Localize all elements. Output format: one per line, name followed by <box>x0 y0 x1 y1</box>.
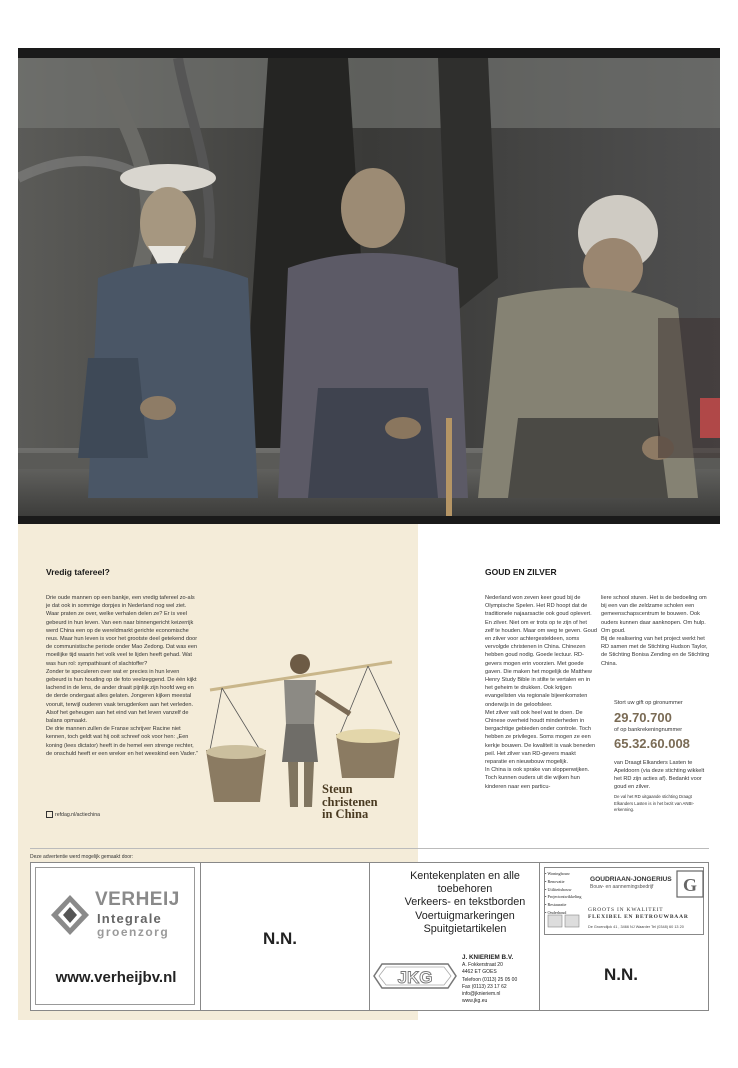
goudriaan-logo-icon <box>676 870 704 898</box>
action-link-label: refdag.nl/actiechina <box>55 811 100 818</box>
jkg-logo-text: JKG <box>397 968 433 987</box>
steun-christenen-title <box>322 783 378 821</box>
right-article-col1 <box>485 594 597 791</box>
top-black-bar <box>18 48 720 58</box>
knieriem-address-line: www.jkg.eu <box>462 998 488 1005</box>
bottom-black-bar <box>18 516 720 524</box>
goudriaan-service: • Restauratie <box>545 902 567 908</box>
knieriem-service: Spuitgietartikelen <box>423 922 507 935</box>
action-link[interactable] <box>46 811 100 818</box>
knieriem-address-line: Fax (0113) 23 17 62 <box>462 983 507 990</box>
verheij-name: VERHEIJ <box>95 889 180 910</box>
left-article-body <box>46 594 198 758</box>
goudriaan-tagline-2: FLEXIBEL EN BETROUWBAAR <box>588 914 689 920</box>
goudriaan-address: De Groendijck 41 , 3466 NJ Waarder Tel (0348) 60 13 20 <box>588 925 684 929</box>
bank-intro: of op bankrekeningnummer <box>614 727 683 733</box>
goudriaan-service: • Utiliteitsbouw <box>545 886 572 892</box>
verheij-integrale: Integrale <box>97 911 162 926</box>
goudriaan-service: • Renovatie <box>545 878 565 884</box>
knieriem-address-line: info@jknieriem.nl <box>462 991 501 998</box>
right-paragraph: liere school sturen. Het is de bedoeling om bij een van die zeldzame scholen een gemeenschapscentrum te bouwen. Ook ouders kunnen daar aanknopen. Om hulp. Om goud. <box>601 595 707 634</box>
sponsor-credits: Deze advertentie werd mogelijk gemaakt door: <box>30 854 134 860</box>
giro-number: 29.70.700 <box>614 710 672 725</box>
donor-text: van Draagt Elkanders Lasten te Apeldoorn (via deze stichting wikkelt het RD zijn acties af). Bedankt voor goud en zilver. <box>614 760 705 790</box>
right-paragraph: Bij de realisering van het project werkt het RD samen met de Stichting Hudson Taylor, de Stichting Bonisa Zending en de Stichting China. <box>601 636 710 667</box>
goudriaan-badge-icons <box>547 912 581 930</box>
right-article-col2 <box>601 594 711 668</box>
right-paragraph: Nederland won zeven keer goud bij de Olympische Spelen. Het RD hoopt dat de traditionele najaarsactie ook goud oplevert. En zilver. Niet om er trots op te zijn of het zelf te houden. Maar om weg te geven. Goud en zilver voor achtergesteldeen, soms vervolgde christenen in China. Chinezen hebben goud nodig. Goede lectuur. RD-gevers mogen erin voorzien. Met goede gaven. Die maken het mogelijk de Matthew Henry Study Bible in stilte te vertalen en in het geheim te drukken. Ook krijgen evangelisten via regionale bijeenkomsten onderwijs in de geloofsleer. <box>485 595 597 708</box>
goudriaan-tagline-1: GROOTS IN KWALITEIT <box>588 907 664 913</box>
svg-text:G: G <box>682 875 698 895</box>
goudriaan-service: • Projectontwikkeling <box>545 894 582 900</box>
verheij-leaf-icon <box>49 893 91 937</box>
steun-line: Steun <box>322 782 353 796</box>
verheij-groenzorg: groenzorg <box>97 925 170 939</box>
knieriem-address-line: A. Fokkerstraat 20 <box>462 962 503 969</box>
steun-line: in China <box>322 807 369 821</box>
right-article-heading: GOUD EN ZILVER <box>485 567 557 577</box>
knieriem-address <box>462 954 517 1005</box>
knieriem-address-line: 4462 ET GOES <box>462 969 497 976</box>
goudriaan-name: GOUDRIAAN-JONGERIUS <box>590 876 672 883</box>
knieriem-service: Verkeers- en tekstborden <box>404 896 526 909</box>
steun-line: christenen <box>322 794 378 809</box>
verheij-url: www.verheijbv.nl <box>55 969 177 986</box>
ad-nn-1 <box>201 863 370 1010</box>
right-paragraph: Met zilver valt ook heel wat te doen. De Chinese overheid houdt minderheden in bergachtige gebieden onder controle. Toch hebben ze privileges. Soms mogen ze een kerkje bouwen. De kwaliteit is vaak beneden peil. Het zilver van RD-gevers maakt reparatie en nieuwbouw mogelijk. <box>485 709 596 766</box>
nn-label: N.N. <box>263 929 297 948</box>
left-article-heading: Vredig tafereel? <box>46 567 110 577</box>
goudriaan-services <box>545 870 581 917</box>
section-divider <box>30 848 709 849</box>
knieriem-service: toebehoren <box>437 883 493 896</box>
nn-label: N.N. <box>604 965 638 984</box>
knieriem-services <box>390 870 540 936</box>
left-paragraph: De drie mannen zullen de Franse schrijver Racine niet kennen, toch geldt wat hij ooit schreef ook voor hen: „Een koning (lees dictator) heeft in de hemel een strenge rechter, de onschuld heeft er een wreker en het weeskind een Vader.” <box>46 726 198 757</box>
giro-intro: Stort uw gift op gironummer <box>614 700 683 706</box>
bank-number: 65.32.60.008 <box>614 736 690 751</box>
left-paragraph: Zonder te speculeren over wat er precies in hun leven gebeurd is hun houding op de foto veelzeggend. De één kijkt lachend in de lens, de ander draait pijnlijk zijn hoofd weg en de derde ondergaat alles gelaten. Jongeren kijken meestal vooruit, terwijl ouderen vaak terugdenken aan het verleden. Alsof het geheugen aan het eind van het leven vanzelf de balans opmaakt. <box>46 668 197 725</box>
jkg-logo <box>372 962 458 990</box>
goudriaan-subtitle: Bouw- en aannemingsbedrijf <box>590 884 654 890</box>
left-paragraph: Drie oude mannen op een bankje, een vredig tafereel zo-als je dat ook in sommige dorpjes in Nederland nog wel ziet. Waar praten ze over, welke verhalen delen ze? Er is veel gebeurd in hun leven. Van een naar binnengericht keizerrijk werd China een op de wereldmarkt gerichte economische reus. Maar hun leven is voor het grootste deel getekend door de communistische periode onder Mao Zedong. Dat was een moeilijke tijd waarin het volk veel te lijden heeft gehad. Wat was hun rol: sympathisant of slachtoffer? <box>46 595 198 667</box>
knieriem-company: J. KNIERIEM B.V. <box>462 954 514 961</box>
goudriaan-service: • Woningbouw <box>545 871 570 876</box>
right-paragraph: In China is ook sprake van sloppenwijken. Toch kunnen ouders uit die wijken hun kinderen naar een particu- <box>485 767 590 790</box>
anbi-fine-print: De val het RD uitgaande stichting Draagt Elkanders Lasten is in het bezit van ANBI-erkenning. <box>614 794 695 813</box>
knieriem-service: Kentekenplaten en alle <box>410 870 520 882</box>
knieriem-address-line: Telefoon (0113) 25 05 00 <box>462 976 518 983</box>
knieriem-service: Voertuigmarkeringen <box>415 909 515 922</box>
external-link-icon <box>46 811 53 818</box>
photo-three-old-men <box>18 58 720 516</box>
goudriaan-service: • Onderhoud <box>545 909 567 915</box>
ad-verheij[interactable] <box>31 863 201 1010</box>
